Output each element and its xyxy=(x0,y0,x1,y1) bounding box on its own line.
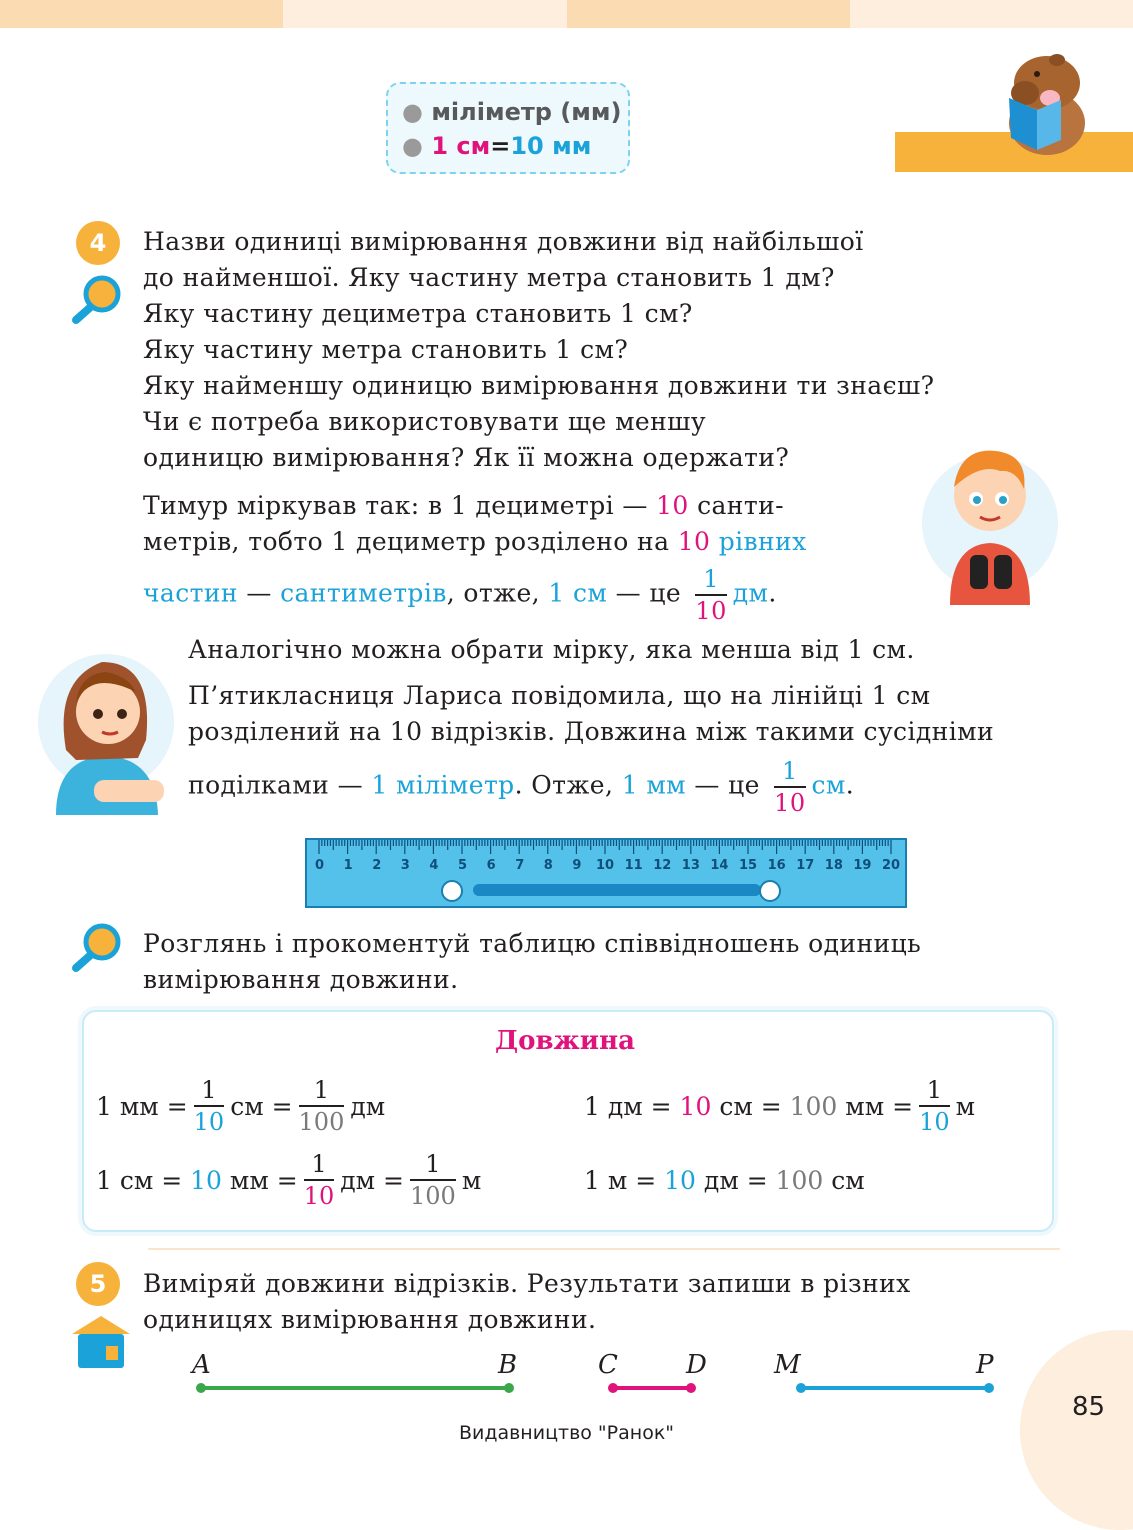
ruler xyxy=(305,838,907,908)
ruler-label: 2 xyxy=(372,858,382,873)
magnifier-icon xyxy=(68,274,124,328)
ruler-label: 14 xyxy=(710,858,729,873)
ruler-label: 20 xyxy=(882,858,901,873)
timur-paragraph: Тимур міркував так: в 1 дециметрі — 10 санти- метрів, тобто 1 дециметр розділено на 10 рівних частин — сантиметрів, отже, 1 см — це $\frac{1}{10}$ дм. xyxy=(143,491,807,625)
ruler-label: 8 xyxy=(543,858,553,873)
ruler-label: 19 xyxy=(853,858,872,873)
ruler-label: 7 xyxy=(515,858,525,873)
capybara-reading-illustration xyxy=(995,38,1095,158)
ruler-label: 10 xyxy=(596,858,615,873)
header-stripe xyxy=(0,0,1133,28)
ruler-label: 9 xyxy=(572,858,582,873)
ruler-label: 4 xyxy=(429,858,439,873)
divider xyxy=(148,1248,1060,1250)
legend-millimeter: міліметр (мм) xyxy=(431,98,622,126)
question-line: Яку частину метра становить 1 см? xyxy=(143,335,629,364)
ruler-label: 5 xyxy=(458,858,468,873)
task4-questions xyxy=(143,224,1043,476)
ruler-label: 16 xyxy=(767,858,786,873)
ruler-label: 11 xyxy=(624,858,643,873)
fraction: $\frac{1}{10}$ xyxy=(774,757,806,817)
legend-cm: 1 см xyxy=(431,132,491,160)
segment-label: B xyxy=(498,1350,518,1380)
ruler-label: 6 xyxy=(486,858,496,873)
magnifier-icon xyxy=(68,922,124,976)
table-row: 1 мм = $\frac{1}{10}$ см = $\frac{1}{100}$ дм xyxy=(96,1076,386,1136)
publisher: Видавництво "Ранок" xyxy=(458,1422,675,1444)
question-line: Назви одиниці вимірювання довжини від найбільшої xyxy=(143,227,864,256)
question-line: Яку частину дециметра становить 1 см? xyxy=(143,299,693,328)
segment-label: P xyxy=(976,1350,994,1380)
segment-label: C xyxy=(598,1350,618,1380)
segment-label: M xyxy=(774,1350,801,1380)
ruler-hole-right xyxy=(759,880,781,902)
segment-cd xyxy=(598,1350,708,1400)
task5-text: Виміряй довжини відрізків. Результати запиши в різних одиницях вимірювання довжини. xyxy=(143,1269,911,1334)
task-number-badge: 4 xyxy=(76,221,120,265)
boy-with-binoculars-illustration xyxy=(920,425,1060,605)
ruler-label: 13 xyxy=(681,858,700,873)
ruler-label: 17 xyxy=(796,858,815,873)
question-line: одиницю вимірювання? Як її можна одержати? xyxy=(143,443,790,472)
segment-mp xyxy=(774,1350,1004,1400)
page-number: 85 xyxy=(1072,1392,1106,1422)
larysa-paragraph: П’ятикласниця Лариса повідомила, що на лінійці 1 см розділений на 10 відрізків. Довжина між такими сусідніми поділками — 1 міліметр. Отже, 1 мм — це $\frac{1}{10}$ см. xyxy=(188,681,995,817)
table-intro: Розглянь і прокоментуй таблицю співвідношень одиниць вимірювання довжини. xyxy=(143,929,922,994)
task-number-badge: 5 xyxy=(76,1262,120,1306)
girl-thinking-illustration xyxy=(36,640,176,815)
question-line: Чи є потреба використовувати ще меншу xyxy=(143,407,706,436)
legend-mm: 10 мм xyxy=(510,132,592,160)
segment-label: A xyxy=(192,1350,211,1380)
ruler-slot xyxy=(473,884,761,896)
ruler-label: 15 xyxy=(739,858,758,873)
table-row: 1 дм = 10 см = 100 мм = $\frac{1}{10}$ м xyxy=(584,1076,976,1136)
house-icon xyxy=(70,1314,132,1370)
question-line: до найменшої. Яку частину метра становить 1 дм? xyxy=(143,263,835,292)
table-title: Довжина xyxy=(495,1026,635,1056)
ruler-label: 1 xyxy=(343,858,353,873)
ruler-label: 12 xyxy=(653,858,672,873)
ruler-label: 18 xyxy=(824,858,843,873)
segment-label: D xyxy=(686,1350,707,1380)
ruler-label: 0 xyxy=(315,858,325,873)
table-row: 1 м = 10 дм = 100 см xyxy=(584,1165,865,1195)
analog-paragraph: Аналогічно можна обрати мірку, яка менша від 1 см. xyxy=(188,635,915,664)
ruler-label: 3 xyxy=(400,858,410,873)
legend-box: ● міліметр (мм) ● 1 см=10 мм xyxy=(386,82,630,174)
segment-ab xyxy=(190,1350,520,1400)
ruler-hole-left xyxy=(441,880,463,902)
question-line: Яку найменшу одиницю вимірювання довжини ти знаєш? xyxy=(143,371,935,400)
fraction: $\frac{1}{10}$ xyxy=(695,565,727,625)
table-row: 1 см = 10 мм = $\frac{1}{10}$ дм = $\frac{1}{100}$ м xyxy=(96,1150,482,1210)
